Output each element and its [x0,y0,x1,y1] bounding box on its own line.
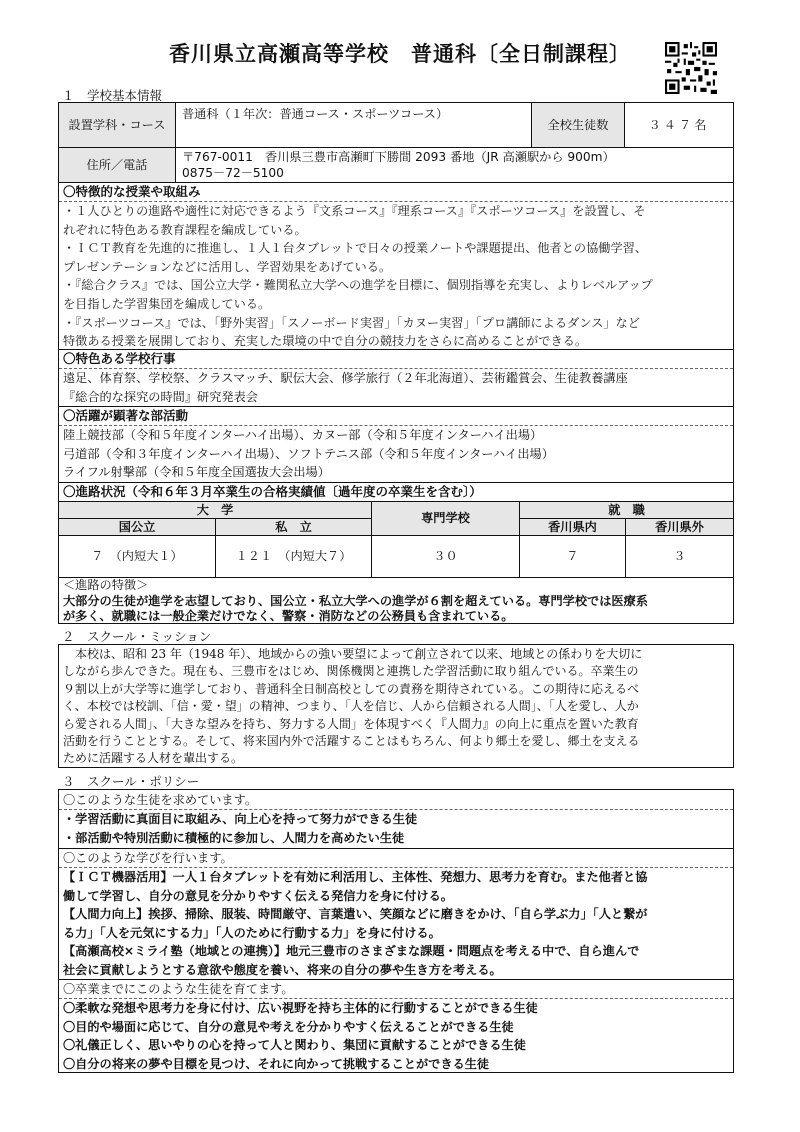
section-basic-info: １ 学校基本情報 [62,88,163,103]
seek-text [59,810,733,847]
learn-line: 【ＩＣＴ機器活用】一人１台タブレットを有効に利活用し、主体性、発想力、思考力を育む。また他者と協 [63,870,648,884]
section-policy: ３ スクール・ポリシー [62,774,200,789]
seek-line: ・学習活動に真面目に取組み、向上心を持って努力ができる生徒 [63,812,418,826]
clubs-heading: 〇活躍が顕著な部活動 [59,407,733,425]
students-label: 全校生徒数 [532,103,624,147]
mission-line: ために活躍する人材を輩出する。 [63,751,244,766]
mission-line: しながら歩んできた。現在も、三豊市をはじめ、関係機関と連携した学習活動に取り組んでいる。卒業生の [63,664,639,679]
clubs-line: ライフル射撃部（令和５年度全国選抜大会出場） [63,465,330,480]
basic-info-box [58,102,734,624]
seek-heading: 〇このような生徒を求めています。 [63,793,258,807]
learn-line: 【高瀬高校×ミライ塾（地域との連携）】地元三豊市のさまざまな課題・問題点を考える中で、自ら進んで [63,944,640,959]
mission-line: ９割以上が大学等に進学しており、普通科全日制高校としての責務を期待されている。この期待に応えるべ [63,681,640,696]
learn-text [59,868,733,980]
mission-line: 活動を行うこととする。そして、将来国内外で活躍することはもちろん、何より郷土を愛し、郷土を支える [63,734,640,749]
grad-heading: 〇卒業までにこのような生徒を育てます。 [63,982,294,996]
address-block [176,149,732,181]
section-mission: ２ スクール・ミッション [62,629,212,644]
private-header: 私 立 [216,519,371,535]
qr-code-icon [665,42,717,94]
features-line: ・ＩＣＴ教育を先進的に推進し、１人１台タブレットで日々の授業ノートや課題提出、他者との協働学習、 [63,241,648,256]
features-line: れぞれに特色ある教育課程を編成している。 [63,222,307,237]
features-line: ・『総合クラス』では、国公立大学・難関私立大学への進学を目標に、個別指導を充実し、よりレベルアップ [63,278,653,293]
learn-line: る力」「人を元気にする力」「人のために行動する力」を身に付ける。 [63,925,441,940]
features-line: を目指した学習集団を編成している。 [63,296,271,311]
vocational-header: 専門学校 [372,502,519,535]
page-title: 香川県立高瀬高等学校 普通科〔全日制課程〕 [169,42,631,66]
clubs-line: 弓道部（令和３年度インターハイ出場）、ソフトテニス部（令和５年度インターハイ出場） [63,446,554,461]
in-pref-value: ７ [566,549,579,564]
mission-box [58,644,734,768]
vocational-value: ３０ [433,549,458,564]
in-pref-header: 香川県内 [520,519,625,535]
address-label: 住所／電話 [59,148,175,182]
course-label: 設置学科・コース [59,103,175,147]
public-value: ７ （内短大１） [91,549,183,564]
learn-line: 働して学習し、自分の意見を分かりやすく伝える発信力を身に付ける。 [63,888,453,903]
learn-heading: 〇このような学びを行います。 [63,851,233,865]
career-heading: 〇進路状況（令和６年３月卒業生の合格実績値〔過年度の卒業生を含む〕） [59,483,733,501]
grad-line: 〇柔軟な発想や思考力を身に付け、広い視野を持ち主体的に行動することができる生徒 [63,1001,538,1015]
out-pref-value: ３ [673,549,686,564]
learn-line: 社会に貢献しようとする意欲や態度を養い、将来の自分の夢や生き方を考える。 [63,962,502,977]
career-traits [59,578,733,625]
mission-line: 本校は、昭和 23 年（1948 年）、地域からの強い要望によって創立されて以来、地域との係わりを大切に [63,647,643,661]
policy-box [58,789,734,1073]
students-value: ３４７名 [648,117,710,132]
features-line: プレゼンテーションなどに活用し、学習効果をあげている。 [63,259,392,274]
traits-line: が多く、就職には一般企業だけでなく、警察・消防などの公務員も含まれている。 [63,609,514,623]
learn-line: 【人間力向上】挨拶、掃除、服装、時間厳守、言葉遣い、笑顔などに磨きをかけ、「自ら学ぶ力」「人と繋が [63,907,648,922]
events-line: 遠足、体育祭、学校祭、クラスマッチ、駅伝大会、修学旅行（２年北海道）、芸術鑑賞会、生徒教養講座 [63,371,628,385]
grad-line: 〇自分の将来の夢や目標を見つけ、それに向かって挑戦することができる生徒 [63,1056,490,1071]
events-heading: 〇特色ある学校行事 [59,350,733,368]
public-header: 国公立 [59,519,215,535]
features-line: ・１人ひとりの進路や適性に対応できるよう『文系コース』『理系コース』『スポーツコース』を設置し、そ [63,204,646,218]
out-pref-header: 香川県外 [626,519,733,535]
features-line: 特徴ある授業を展開しており、充実した環境の中で自分の競技力をさらに高めることができる。 [63,334,588,349]
mission-line: ら愛される人間」、「大きな望みを持ち、努力する人間」を体現すべく『人間力』の向上に重点を置いた教育 [63,716,639,731]
traits-heading: ＜進路の特徴＞ [63,578,149,592]
clubs-line: 陸上競技部（令和５年度インターハイ出場）、カヌー部（令和５年度インターハイ出場） [63,428,543,442]
features-text [59,202,733,351]
grad-line: 〇礼儀正しく、思いやりの心を持って人と関わり、集団に貢献することができる生徒 [63,1038,526,1053]
course-value: 普通科（１年次：普通コース・スポーツコース） [182,107,449,121]
univ-header: 大 学 [59,502,371,518]
mission-text [59,646,733,768]
mission-line: く、本校では校訓、「信・愛・望」の精神、つまり、「人を信じ、人から信頼される人間」、「人を愛し、人か [63,699,639,714]
grad-line: 〇目的や場面に応じて、自分の意見や考えを分かりやすく伝えることができる生徒 [63,1019,514,1034]
private-value: １２１ （内短大７） [235,549,352,564]
events-line: 『総合的な探究の時間』研究発表会 [63,389,258,404]
features-line: ・『スポーツコース』では、「野外実習」「スノーボード実習」「カヌー実習」「プロ講師によるダンス」など [63,315,640,330]
seek-line: ・部活動や特別活動に積極的に参加し、人間力を高めたい生徒 [63,830,405,845]
traits-line: 大部分の生徒が進学を志望しており、国公立・私立大学への進学が６割を超えている。専門学校では医療系 [63,593,648,608]
grad-text [59,999,733,1073]
address-line: 〒767-0011 香川県三豊市高瀬町下勝間 2093 番地（JR 高瀬駅から 900m） [182,150,615,164]
job-header: 就 職 [520,502,733,518]
events-text [59,369,733,406]
clubs-text [59,426,733,482]
phone-line: 0875－72－5100 [182,166,284,180]
features-heading: 〇特徴的な授業や取組み [59,183,733,201]
